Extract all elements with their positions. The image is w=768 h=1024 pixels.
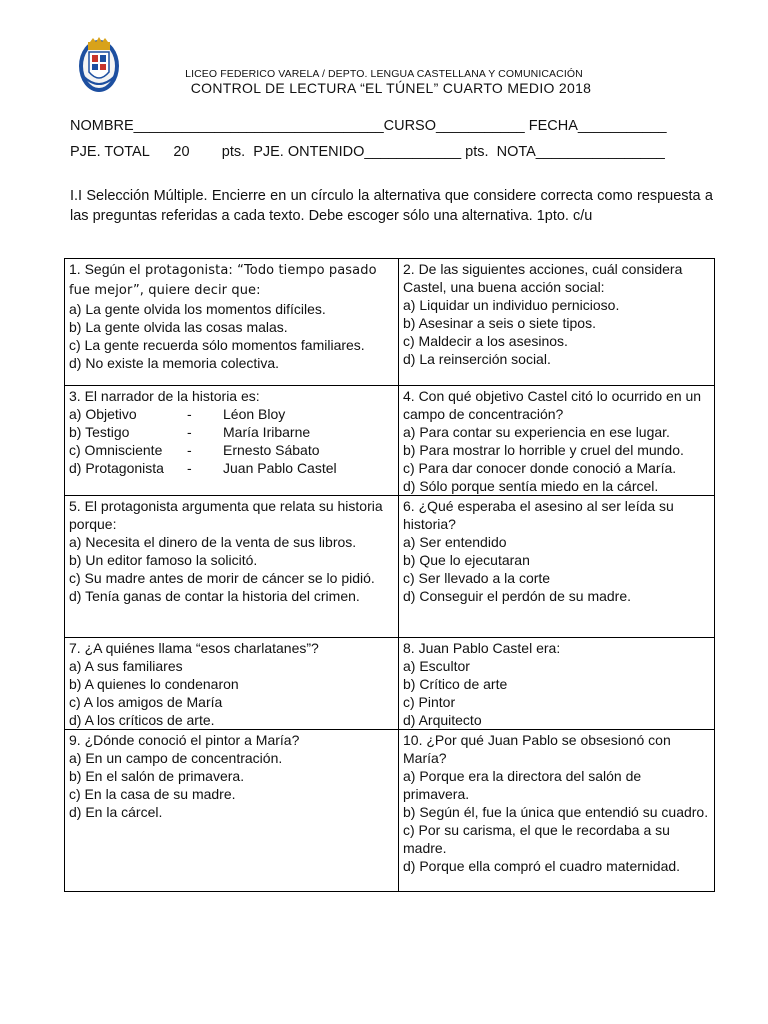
instructions-paragraph: I.I Selección Múltiple. Encierre en un círculo la alternativa que considere correcta como respuesta a las preguntas referidas a cada texto. Debe escoger sólo una alternativa. 1pto. c/u — [70, 188, 713, 224]
question-3-stem: 3. El narrador de la historia es: — [69, 388, 260, 404]
student-info-line-1: NOMBRE_______________________________CURSO___________ FECHA___________ — [70, 118, 667, 134]
question-7-option-a: a) A sus familiares — [69, 658, 183, 674]
question-5-cell — [65, 496, 399, 638]
question-6-option-a: a) Ser entendido — [403, 534, 507, 550]
question-6-cell — [399, 496, 715, 638]
question-9-option-d: d) En la cárcel. — [69, 804, 163, 820]
exam-title: CONTROL DE LECTURA “EL TÚNEL” CUARTO MEDIO 2018 — [190, 80, 592, 96]
question-3-option-b: b) Testigo — [69, 424, 130, 440]
question-3-dash-d: - — [187, 460, 192, 476]
question-5-option-b: b) Un editor famoso la solicitó. — [69, 552, 258, 568]
question-9-option-c: c) En la casa de su madre. — [69, 786, 236, 802]
question-1-option-a: a) La gente olvida los momentos difíciles. — [69, 301, 326, 317]
question-9-option-a: a) En un campo de concentración. — [69, 750, 283, 766]
question-3-author-b: María Iribarne — [223, 424, 311, 440]
question-5-stem: 5. El protagonista argumenta que relata su historia porque: — [69, 498, 383, 532]
question-10-cell — [399, 730, 715, 892]
question-10-stem: 10. ¿Por qué Juan Pablo se obsesionó con María? — [403, 732, 671, 766]
question-1-cell — [65, 259, 399, 386]
question-8-option-c: c) Pintor — [403, 694, 456, 710]
question-1-option-b: b) La gente olvida las cosas malas. — [69, 319, 288, 335]
question-4-stem: 4. Con qué objetivo Castel citó lo ocurrido en un campo de concentración? — [403, 388, 702, 422]
question-7-option-b: b) A quienes lo condenaron — [69, 676, 239, 692]
question-4-option-d: d) Sólo porque sentía miedo en la cárcel. — [403, 478, 659, 494]
question-7-stem: 7. ¿A quiénes llama “esos charlatanes”? — [69, 640, 319, 656]
question-1-option-d: d) No existe la memoria colectiva. — [69, 355, 280, 371]
questions-table — [64, 258, 715, 892]
question-4-option-a: a) Para contar su experiencia en ese lugar. — [403, 424, 670, 440]
question-9-option-b: b) En el salón de primavera. — [69, 768, 245, 784]
question-10-option-b: b) Según él, fue la única que entendió su cuadro. — [403, 804, 709, 820]
question-3-author-c: Ernesto Sábato — [223, 442, 320, 458]
question-6-stem: 6. ¿Qué esperaba el asesino al ser leída su historia? — [403, 498, 674, 532]
school-department-header: LICEO FEDERICO VARELA / DEPTO. LENGUA CASTELLANA Y COMUNICACIÓN — [185, 68, 583, 80]
question-7-option-d: d) A los críticos de arte. — [69, 712, 215, 728]
question-10-option-a: a) Porque era la directora del salón de primavera. — [403, 768, 642, 802]
student-info-line-2: PJE. TOTAL 20 pts. PJE. ONTENIDO____________ pts. NOTA________________ — [70, 144, 665, 160]
question-6-option-c: c) Ser llevado a la corte — [403, 570, 551, 586]
question-3-author-a: Léon Bloy — [223, 406, 286, 422]
question-7-option-c: c) A los amigos de María — [69, 694, 223, 710]
question-3-author-d: Juan Pablo Castel — [223, 460, 337, 476]
question-3-row-a — [69, 405, 394, 423]
question-2-cell — [399, 259, 715, 386]
question-2-option-b: b) Asesinar a seis o siete tipos. — [403, 315, 596, 331]
question-7-cell — [65, 638, 399, 730]
question-3-dash-c: - — [187, 442, 192, 458]
question-4-cell — [399, 386, 715, 496]
question-5-option-a: a) Necesita el dinero de la venta de sus libros. — [69, 534, 357, 550]
question-3-option-c: c) Omnisciente — [69, 442, 163, 458]
question-3-row-d — [69, 459, 394, 477]
question-8-option-a: a) Escultor — [403, 658, 470, 674]
question-5-option-d: d) Tenía ganas de contar la historia del crimen. — [69, 588, 360, 604]
question-1-option-c: c) La gente recuerda sólo momentos familiares. — [69, 337, 365, 353]
question-1-number: 1. Según — [69, 261, 129, 277]
question-8-option-b: b) Crítico de arte — [403, 676, 508, 692]
question-2-option-a: a) Liquidar un individuo pernicioso. — [403, 297, 620, 313]
question-4-option-c: c) Para dar conocer donde conoció a María. — [403, 460, 677, 476]
question-2-option-d: d) La reinserción social. — [403, 351, 551, 367]
question-3-option-d: d) Protagonista — [69, 460, 164, 476]
question-6-option-b: b) Que lo ejecutaran — [403, 552, 530, 568]
question-1-stem: el protagonista: “Todo tiempo pasado fue mejor”, quiere decir que: — [69, 263, 377, 298]
question-4-option-b: b) Para mostrar lo horrible y cruel del mundo. — [403, 442, 684, 458]
question-5-option-c: c) Su madre antes de morir de cáncer se lo pidió. — [69, 570, 375, 586]
question-10-option-d: d) Porque ella compró el cuadro maternidad. — [403, 858, 681, 874]
question-3-row-c — [69, 441, 394, 459]
question-3-row-b — [69, 423, 394, 441]
question-8-option-d: d) Arquitecto — [403, 712, 482, 728]
question-3-option-a: a) Objetivo — [69, 406, 137, 422]
question-3-dash-a: - — [187, 406, 192, 422]
question-2-option-c: c) Maldecir a los asesinos. — [403, 333, 568, 349]
question-8-stem: 8. Juan Pablo Castel era: — [403, 640, 561, 656]
question-10-option-c: c) Por su carisma, el que le recordaba a su madre. — [403, 822, 670, 856]
question-6-option-d: d) Conseguir el perdón de su madre. — [403, 588, 632, 604]
question-3-dash-b: - — [187, 424, 192, 440]
question-8-cell — [399, 638, 715, 730]
question-3-cell — [65, 386, 399, 496]
question-9-cell — [65, 730, 399, 892]
question-2-stem: 2. De las siguientes acciones, cuál considera Castel, una buena acción social: — [403, 261, 683, 295]
question-9-stem: 9. ¿Dónde conoció el pintor a María? — [69, 732, 300, 748]
